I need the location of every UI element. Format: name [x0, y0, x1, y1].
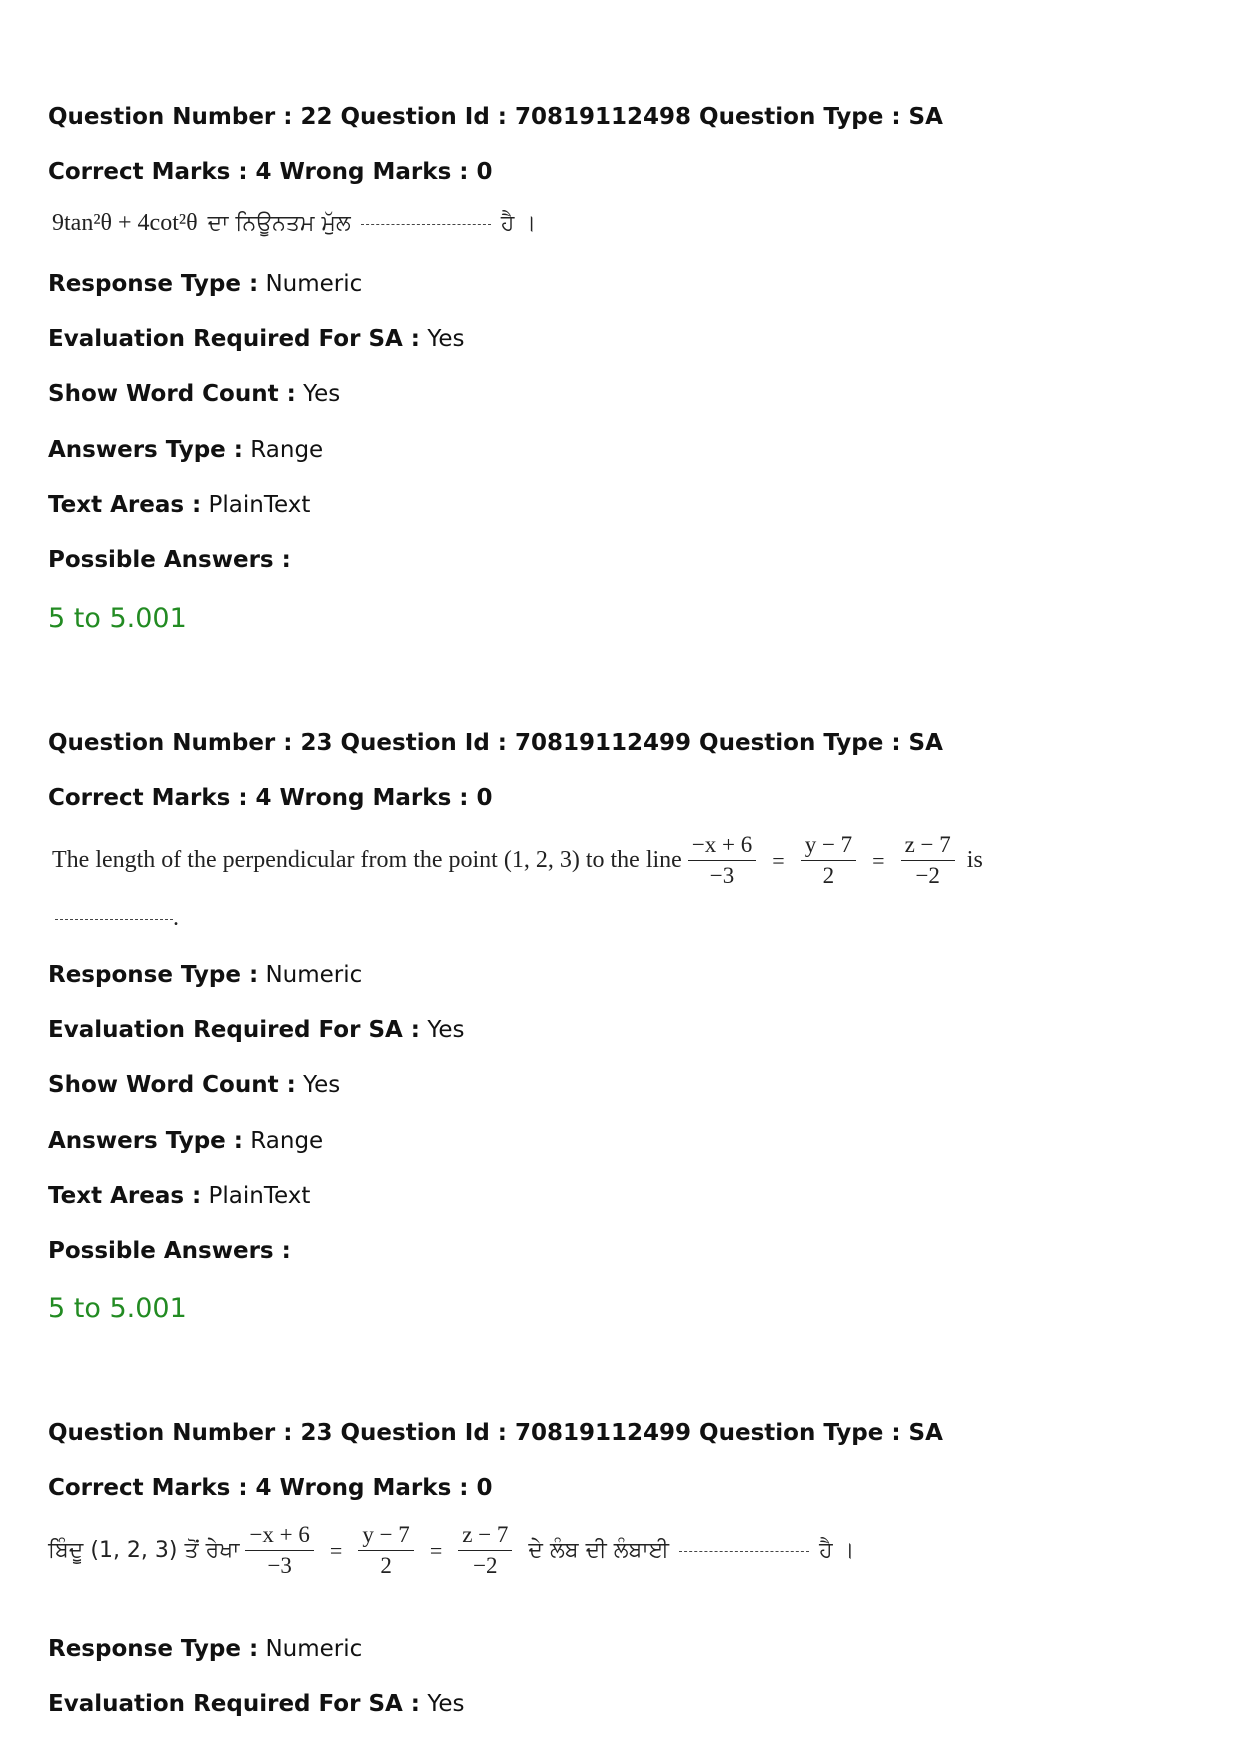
equals-sign: =: [872, 847, 885, 873]
answer-blank: [55, 918, 173, 920]
fraction-1: $\frac{-x + 6}{-3}$: [688, 830, 756, 891]
question-continuation: is: [966, 847, 983, 873]
question-ending: ਹੈ ।: [819, 1538, 855, 1563]
question-body: The length of the perpendicular from the point (1, 2, 3) to the line: [52, 847, 682, 873]
question-header: Question Number : 23 Question Id : 70819112499 Question Type : SA: [48, 730, 943, 756]
question-ending: ਹੈ ।: [500, 211, 537, 236]
question-body: ਬਿੰਦੂ (1, 2, 3) ਤੋਂ ਰੇਖਾ: [48, 1538, 240, 1563]
fraction-1: $\frac{-x + 6}{-3}$: [245, 1520, 313, 1581]
response-type-row: Response Type : Numeric: [48, 1636, 363, 1662]
evaluation-required-row: Evaluation Required For SA : Yes: [48, 326, 465, 352]
answer-blank: [679, 1550, 809, 1552]
show-word-count-row: Show Word Count : Yes: [48, 381, 341, 407]
fraction-2: $\frac{y - 7}{2}$: [801, 830, 856, 891]
question-continuation: ਦੇ ਲੰਬ ਦੀ ਲੰਬਾਈ: [528, 1538, 670, 1563]
equals-sign: =: [772, 847, 785, 873]
question-expression: 9tan²θ + 4cot²θ: [52, 210, 198, 236]
answers-type-row: Answers Type : Range: [48, 1128, 324, 1154]
question-header: Question Number : 23 Question Id : 70819112499 Question Type : SA: [48, 1420, 943, 1446]
text-areas-row: Text Areas : PlainText: [48, 492, 311, 518]
possible-answer-value: 5 to 5.001: [48, 603, 187, 634]
question-blank-line: [55, 905, 179, 932]
evaluation-required-row: Evaluation Required For SA : Yes: [48, 1691, 465, 1717]
answer-blank: [361, 223, 491, 225]
show-word-count-row: Show Word Count : Yes: [48, 1072, 341, 1098]
response-type-row: Response Type : Numeric: [48, 962, 363, 988]
equals-sign: =: [429, 1537, 443, 1563]
question-ending: .: [173, 905, 179, 931]
possible-answers-row: Possible Answers :: [48, 1238, 291, 1264]
possible-answer-value: 5 to 5.001: [48, 1293, 187, 1324]
marks-line: Correct Marks : 4 Wrong Marks : 0: [48, 785, 493, 811]
fraction-3: $\frac{z - 7}{-2}$: [901, 830, 955, 891]
possible-answers-row: Possible Answers :: [48, 547, 291, 573]
text-areas-row: Text Areas : PlainText: [48, 1183, 311, 1209]
question-text: [48, 1520, 854, 1581]
evaluation-required-row: Evaluation Required For SA : Yes: [48, 1017, 465, 1043]
question-body: ਦਾ ਨਿਊਨਤਮ ਮੁੱਲ: [207, 211, 351, 236]
fraction-3: $\frac{z - 7}{-2}$: [458, 1520, 512, 1581]
marks-line: Correct Marks : 4 Wrong Marks : 0: [48, 1475, 493, 1501]
response-type-row: Response Type : Numeric: [48, 271, 363, 297]
question-text: [52, 830, 983, 891]
equals-sign: =: [329, 1537, 343, 1563]
question-text: [52, 210, 536, 237]
question-header: Question Number : 22 Question Id : 70819112498 Question Type : SA: [48, 104, 943, 130]
marks-line: Correct Marks : 4 Wrong Marks : 0: [48, 159, 493, 185]
fraction-2: $\frac{y - 7}{2}$: [358, 1520, 413, 1581]
answers-type-row: Answers Type : Range: [48, 437, 324, 463]
